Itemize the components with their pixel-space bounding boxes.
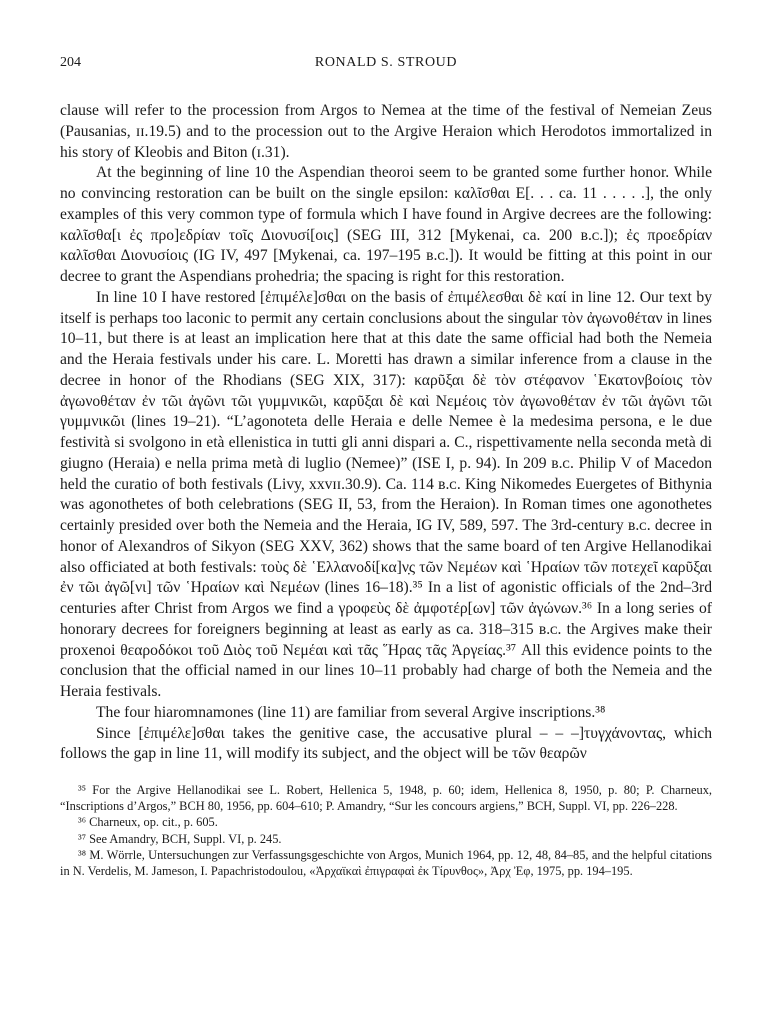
running-head: [60, 55, 712, 77]
paragraph: In line 10 I have restored [ἐπιμέλε]σθαι on the basis of ἐπιμέλεσθαι δὲ καί in line 12. Our text by itself is perhaps too laconic to permit any certain conclusions about the singular τὸν ἀγωνοθέταν in lines 10–11, but there is at least an implication here that at this date the same official had both the Nemeia and the Heraia festivals under his care. L. Moretti has drawn a similar inference from a clause in the decree in honor of the Rhodians (SEG XIX, 317): καρῦξαι δὲ τὸν στέφανον ῾Εκατονβοίοις τὸν ἀγωνοθέταν ἐν τῶι ἀγῶνι τῶι γυμμνικῶι, καρῦξαι δὲ καὶ Νεμέοις τὸν ἀγωνοθέταν ἐν τῶι ἀγῶνι τῶι γυμμνικῶι (lines 19–21). “L’agonoteta delle Heraia e delle Nemee è la medesima persona, e le due festività si svolgono in età ellenistica in tutti gli anni dispari a. C., rispettivamente nella seconda metà di giugno (Heraia) e nella prima metà di luglio (Nemee)” (ISE I, p. 94). In 209 ʙ.ᴄ. Philip V of Macedon held the curatio of both festivals (Livy, xxvɪɪ.30.9). Ca. 114 ʙ.ᴄ. King Nikomedes Euergetes of Bithynia was agonothetes of both celebrations (SEG II, 53, from the Heraion). In Roman times one agonothetes certainly presided over both the Nemeia and the Heraia, IG IV, 589, 597. The 3rd-century ʙ.ᴄ. decree in honor of Alexandros of Sikyon (SEG XXV, 362) shows that the same board of ten Argive Hellanodikai also officiated at both festivals: τοὺς δὲ ῾Ελλανοδί[κα]ν̣ς τῶν Νεμέων καὶ ῾Ηραίων τῶν ποτεχεῖ καρῦξαι ἐν τῶι ἀγῶ[νι] τῶν ῾Ηραίων καὶ Νεμέων (lines 16–18).³⁵ In a list of agonistic officials of the 2nd–3rd centuries after Christ from Argos we find a γροφεὺς δὲ ἀμφοτέρ[ων] τῶν ἀγώνων.³⁶ In a long series of honorary decrees for foreigners beginning at least as early as ca. 318–315 ʙ.ᴄ. the Argives make their proxenoi θεαροδόκοι τοῦ Διὸς τοῦ Νεμέαι καὶ τᾶς ῞Ηρας τᾶς Ἀργείας.³⁷ All this evidence points to the conclusion that the official named in our lines 10–11 probably had charge of both the Nemeia and the Heraia festivals.: [60, 288, 712, 700]
paragraph: clause will refer to the procession from Argos to Nemea at the time of the festival of Nemeian Zeus (Pausanias, ɪɪ.19.5) and to the procession out to the Argive Heraion which Herodotos immortalized in his story of Kleobis and Biton (ɪ.31).: [60, 102, 712, 161]
running-title: RONALD S. STROUD: [314, 55, 458, 70]
paragraph: Since [ἐπιμέλε]σθαι takes the genitive case, the accusative plural – – –]τυγχάνοντας, which follows the gap in line 11, will modify its subject, and the object will be τῶν θεαρῶν: [60, 724, 712, 763]
footnote: ³⁶ Charneux, op. cit., p. 605.: [78, 815, 218, 829]
footnote: ³⁵ For the Argive Hellanodikai see L. Robert, Hellenica 5, 1948, p. 60; idem, Hellenica 8, 1950, p. 80; P. Charneux, “Inscriptions d’Argos,” BCH 80, 1956, pp. 604–610; P. Amandry, “Sur les concours argiens,” BCH, Suppl. VI, pp. 226–228.: [60, 783, 712, 813]
footnote: ³⁷ See Amandry, BCH, Suppl. VI, p. 245.: [78, 831, 282, 846]
paragraph: The four hiaromnamones (line 11) are familiar from several Argive inscriptions.³⁸: [96, 703, 606, 721]
body-text: [60, 101, 712, 765]
page-number: 204: [60, 55, 81, 70]
paragraph: At the beginning of line 10 the Aspendian theoroi seem to be granted some further honor. While no convincing restoration can be built on the single epsilon: καλῖσθαι Ε[. . . ca. 11 . . . . .], the only examples of this very common type of formula which I have found in Argive decrees are the following: καλῖσθα[ι ἐς προ]εδρίαν τοῖς Διονυσί[οις] (SEG III, 312 [Mykenai, ca. 200 ʙ.ᴄ.]); ἐς προεδρίαν καλῖσθαι Διονυσίοις (IG IV, 497 [Mykenai, ca. 197–195 ʙ.ᴄ.]). It would be fitting at this point in our decree to grant the Aspendians prohedria; the spacing is right for this restoration.: [60, 164, 712, 285]
footnotes: [60, 783, 712, 879]
footnote: ³⁸ M. Wörrle, Untersuchungen zur Verfassungsgeschichte von Argos, Munich 1964, pp. 12, 48, 84–85, and the helpful citations in N. Verdelis, M. Jameson, I. Papachristodoulou, «Ἀρχαϊκαὶ ἐπιγραφαὶ ἐκ Τίρυνθος», Ἀρχ Ἐφ, 1975, pp. 194–195.: [60, 848, 712, 878]
